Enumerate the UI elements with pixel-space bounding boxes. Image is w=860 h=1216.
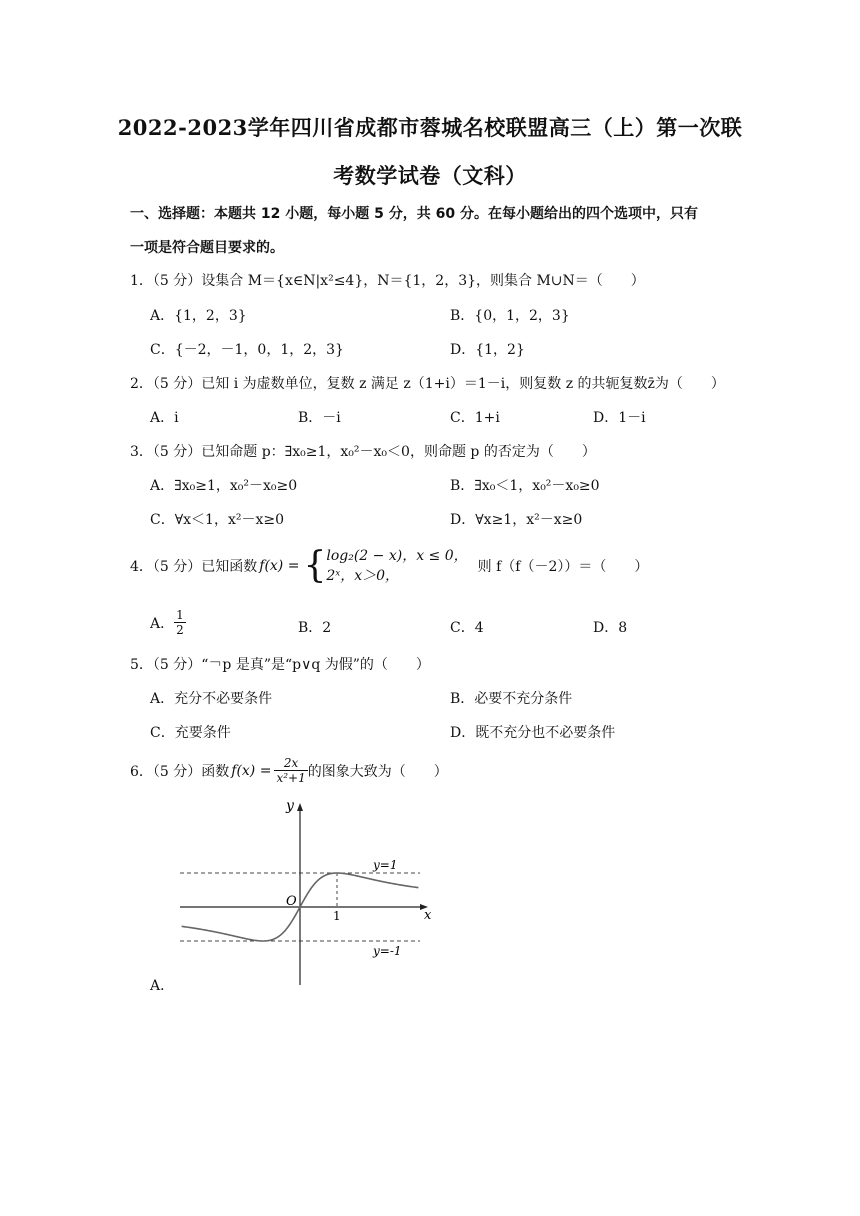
question-6-option-a: A． <box>150 978 175 994</box>
option-a-fraction <box>174 608 186 637</box>
question-4-option-d: D．8 <box>593 620 628 636</box>
question-2-option-d: D．1－i <box>593 410 646 426</box>
question-1-stem: 1．（5 分）设集合 M＝{x∈N|x²≤4}，N＝{1，2，3}，则集合 M∪N＝（ ） <box>130 273 645 289</box>
question-2-stem: 2．（5 分）已知 i 为虚数单位，复数 z 满足 z（1+i）＝1－i，则复数 z 的共轭复数z̄为（ ） <box>130 376 725 392</box>
piecewise-cases <box>326 546 467 586</box>
question-1-option-d: D．{1，2} <box>450 342 525 358</box>
question-3-option-d: D．∀x≥1，x²－x≥0 <box>450 512 583 528</box>
question-4-option-a <box>150 608 186 637</box>
question-3-option-b: B．∃x₀＜1，x₀²－x₀≥0 <box>450 478 600 494</box>
question-1-option-b: B．{0，1，2，3} <box>450 308 570 324</box>
question-4-stem <box>130 546 648 586</box>
fraction-numerator: 2x <box>274 756 307 771</box>
exam-title-line1: 2022-2023学年四川省成都市蓉城名校联盟高三（上）第一次联 <box>117 115 743 140</box>
question-3-option-c: C．∀x＜1，x²－x≥0 <box>150 512 285 528</box>
question-5-option-d: D．既不充分也不必要条件 <box>450 725 616 741</box>
question-1-option-c: C．{－2，－1，0，1，2，3} <box>150 342 344 358</box>
question-2-option-a: A．i <box>150 410 179 426</box>
question-6-fraction <box>274 756 307 785</box>
function-graph-option-a <box>170 795 440 995</box>
x-axis-label: x <box>424 908 432 923</box>
asymptote-ym1-label: y=-1 <box>373 944 402 958</box>
exam-title-line2: 考数学试卷（文科） <box>333 163 527 188</box>
question-6-suffix: 的图象大致为（ ） <box>307 763 448 780</box>
question-4-prefix: 4．（5 分）已知函数 <box>130 559 258 575</box>
asymptote-y1-label: y=1 <box>373 858 398 872</box>
y-axis-arrow-icon <box>297 803 303 811</box>
question-4-function-name: f(x) = <box>259 558 300 574</box>
x-tick-label-1: 1 <box>333 909 341 923</box>
piecewise-case-2: 2ˣ，x＞0， <box>326 568 400 584</box>
section-heading-line2: 一项是符合题目要求的。 <box>130 240 284 256</box>
question-5-option-c: C．充要条件 <box>150 725 231 741</box>
piecewise-case-1: log₂(2 − x)，x ≤ 0， <box>326 548 468 564</box>
question-4-option-b: B．2 <box>298 620 332 636</box>
question-5-option-a: A．充分不必要条件 <box>150 691 273 707</box>
question-1-option-a: A．{1，2，3} <box>150 308 247 324</box>
question-6-function-name: f(x) = <box>231 762 272 779</box>
question-2-option-b: B．－i <box>298 410 341 426</box>
origin-label: O <box>286 894 297 909</box>
question-5-option-b: B．必要不充分条件 <box>450 691 573 707</box>
y-axis-label: y <box>286 798 294 814</box>
fraction-denominator: x²+1 <box>276 771 306 785</box>
option-a-label: A． <box>150 615 175 632</box>
piecewise-brace-icon: { <box>303 545 327 586</box>
question-5-stem: 5．（5 分）“￢p 是真”是“p∨q 为假”的（ ） <box>130 657 430 673</box>
question-2-option-c: C．1+i <box>450 410 500 426</box>
question-4-suffix: 则 f（f（－2））＝（ ） <box>477 559 649 575</box>
fraction-numerator: 1 <box>176 608 184 622</box>
section-heading-line1: 一、选择题：本题共 12 小题，每小题 5 分，共 60 分。在每小题给出的四个选项中，只有 <box>130 206 698 222</box>
fraction-denominator: 2 <box>176 623 184 637</box>
question-3-stem: 3．（5 分）已知命题 p：∃x₀≥1，x₀²－x₀＜0，则命题 p 的否定为（ ） <box>130 444 596 460</box>
question-3-option-a: A．∃x₀≥1，x₀²－x₀≥0 <box>150 478 298 494</box>
question-6-prefix: 6．（5 分）函数 <box>130 763 230 780</box>
question-6-stem <box>130 756 448 785</box>
question-4-option-c: C．4 <box>450 620 484 636</box>
